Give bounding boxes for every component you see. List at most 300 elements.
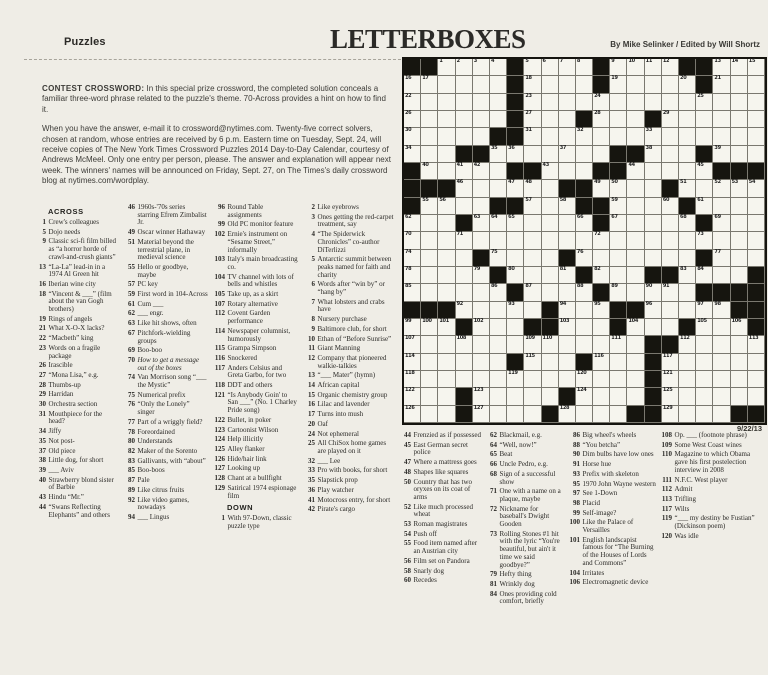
grid-cell[interactable] [576,232,593,249]
grid-cell[interactable] [679,180,696,197]
grid-cell[interactable] [713,94,730,111]
grid-cell[interactable] [421,146,438,163]
grid-cell[interactable] [627,232,644,249]
grid-cell[interactable] [713,146,730,163]
grid-cell[interactable] [679,336,696,353]
grid-cell[interactable] [438,319,455,336]
grid-cell[interactable] [593,111,610,128]
grid-cell[interactable] [662,302,679,319]
grid-cell[interactable] [473,128,490,145]
grid-cell[interactable] [679,163,696,180]
grid-cell[interactable] [559,128,576,145]
grid-cell[interactable] [576,146,593,163]
grid-cell[interactable] [559,302,576,319]
grid-cell[interactable] [748,180,765,197]
grid-cell[interactable] [456,354,473,371]
grid-cell[interactable] [524,198,541,215]
grid-cell[interactable] [731,180,748,197]
grid-cell[interactable] [438,354,455,371]
grid-cell[interactable] [542,128,559,145]
grid-cell[interactable] [627,336,644,353]
grid-cell[interactable] [610,371,627,388]
grid-cell[interactable] [421,250,438,267]
grid-cell[interactable] [507,388,524,405]
grid-cell[interactable] [593,354,610,371]
grid-cell[interactable] [542,388,559,405]
grid-cell[interactable] [593,267,610,284]
grid-cell[interactable] [748,232,765,249]
grid-cell[interactable] [473,371,490,388]
grid-cell[interactable] [438,163,455,180]
grid-cell[interactable] [507,302,524,319]
grid-cell[interactable] [627,163,644,180]
grid-cell[interactable] [559,76,576,93]
grid-cell[interactable] [713,267,730,284]
grid-cell[interactable] [627,284,644,301]
grid-cell[interactable] [559,215,576,232]
grid-cell[interactable] [610,198,627,215]
grid-cell[interactable] [627,371,644,388]
grid-cell[interactable] [456,267,473,284]
grid-cell[interactable] [748,198,765,215]
grid-cell[interactable] [490,215,507,232]
grid-cell[interactable] [713,354,730,371]
grid-cell[interactable] [679,146,696,163]
grid-cell[interactable] [696,111,713,128]
grid-cell[interactable] [610,232,627,249]
grid-cell[interactable] [748,388,765,405]
grid-cell[interactable] [645,232,662,249]
grid-cell[interactable] [524,336,541,353]
grid-cell[interactable] [473,319,490,336]
grid-cell[interactable] [421,163,438,180]
grid-cell[interactable] [473,284,490,301]
grid-cell[interactable] [696,128,713,145]
grid-cell[interactable] [421,128,438,145]
grid-cell[interactable] [731,388,748,405]
grid-cell[interactable] [679,406,696,423]
grid-cell[interactable] [542,94,559,111]
grid-cell[interactable] [576,336,593,353]
grid-cell[interactable] [559,267,576,284]
grid-cell[interactable] [662,354,679,371]
grid-cell[interactable] [490,146,507,163]
grid-cell[interactable] [438,406,455,423]
grid-cell[interactable] [713,250,730,267]
grid-cell[interactable] [748,128,765,145]
grid-cell[interactable] [490,76,507,93]
grid-cell[interactable] [645,198,662,215]
grid-cell[interactable] [576,250,593,267]
grid-cell[interactable] [421,76,438,93]
grid-cell[interactable] [490,232,507,249]
grid-cell[interactable] [404,354,421,371]
grid-cell[interactable] [662,94,679,111]
grid-cell[interactable] [731,336,748,353]
grid-cell[interactable] [559,163,576,180]
grid-cell[interactable] [731,111,748,128]
grid-cell[interactable] [679,76,696,93]
grid-cell[interactable] [524,215,541,232]
grid-cell[interactable] [559,319,576,336]
grid-cell[interactable] [679,302,696,319]
grid-cell[interactable] [507,336,524,353]
grid-cell[interactable] [524,354,541,371]
grid-cell[interactable] [748,59,765,76]
grid-cell[interactable] [576,215,593,232]
grid-cell[interactable] [524,302,541,319]
grid-cell[interactable] [507,319,524,336]
grid-cell[interactable] [559,371,576,388]
grid-cell[interactable] [627,111,644,128]
grid-cell[interactable] [507,146,524,163]
crossword-grid[interactable] [402,57,767,425]
grid-cell[interactable] [713,388,730,405]
grid-cell[interactable] [713,302,730,319]
grid-cell[interactable] [679,128,696,145]
grid-cell[interactable] [610,336,627,353]
grid-cell[interactable] [713,76,730,93]
grid-cell[interactable] [679,354,696,371]
grid-cell[interactable] [610,267,627,284]
grid-cell[interactable] [542,354,559,371]
grid-cell[interactable] [456,336,473,353]
grid-cell[interactable] [748,336,765,353]
grid-cell[interactable] [456,59,473,76]
grid-cell[interactable] [713,232,730,249]
grid-cell[interactable] [748,146,765,163]
grid-cell[interactable] [473,302,490,319]
grid-cell[interactable] [576,94,593,111]
grid-cell[interactable] [645,302,662,319]
grid-cell[interactable] [456,180,473,197]
grid-cell[interactable] [593,232,610,249]
grid-cell[interactable] [713,336,730,353]
grid-cell[interactable] [438,128,455,145]
grid-cell[interactable] [627,180,644,197]
grid-cell[interactable] [662,128,679,145]
grid-cell[interactable] [662,232,679,249]
grid-cell[interactable] [662,76,679,93]
grid-cell[interactable] [593,146,610,163]
grid-cell[interactable] [593,388,610,405]
grid-cell[interactable] [610,59,627,76]
grid-cell[interactable] [679,111,696,128]
grid-cell[interactable] [473,163,490,180]
grid-cell[interactable] [679,267,696,284]
grid-cell[interactable] [524,128,541,145]
grid-cell[interactable] [438,111,455,128]
grid-cell[interactable] [576,406,593,423]
grid-cell[interactable] [645,59,662,76]
grid-cell[interactable] [645,163,662,180]
grid-cell[interactable] [610,76,627,93]
grid-cell[interactable] [713,371,730,388]
grid-cell[interactable] [713,128,730,145]
grid-cell[interactable] [507,232,524,249]
grid-cell[interactable] [507,406,524,423]
grid-cell[interactable] [593,336,610,353]
grid-cell[interactable] [542,111,559,128]
grid-cell[interactable] [490,94,507,111]
grid-cell[interactable] [490,163,507,180]
grid-cell[interactable] [438,267,455,284]
grid-cell[interactable] [421,111,438,128]
grid-cell[interactable] [610,111,627,128]
grid-cell[interactable] [662,163,679,180]
grid-cell[interactable] [731,198,748,215]
grid-cell[interactable] [731,250,748,267]
grid-cell[interactable] [542,250,559,267]
grid-cell[interactable] [404,111,421,128]
grid-cell[interactable] [438,59,455,76]
grid-cell[interactable] [662,215,679,232]
grid-cell[interactable] [713,198,730,215]
grid-cell[interactable] [542,180,559,197]
grid-cell[interactable] [524,59,541,76]
grid-cell[interactable] [559,336,576,353]
grid-cell[interactable] [490,302,507,319]
grid-cell[interactable] [490,59,507,76]
grid-cell[interactable] [438,388,455,405]
grid-cell[interactable] [662,198,679,215]
grid-cell[interactable] [627,388,644,405]
grid-cell[interactable] [404,94,421,111]
grid-cell[interactable] [524,180,541,197]
grid-cell[interactable] [421,284,438,301]
grid-cell[interactable] [456,163,473,180]
grid-cell[interactable] [662,146,679,163]
grid-cell[interactable] [456,76,473,93]
grid-cell[interactable] [696,406,713,423]
grid-cell[interactable] [456,198,473,215]
grid-cell[interactable] [696,354,713,371]
grid-cell[interactable] [473,388,490,405]
grid-cell[interactable] [456,371,473,388]
grid-cell[interactable] [593,128,610,145]
grid-cell[interactable] [576,302,593,319]
grid-cell[interactable] [456,302,473,319]
grid-cell[interactable] [559,146,576,163]
grid-cell[interactable] [696,388,713,405]
grid-cell[interactable] [593,94,610,111]
grid-cell[interactable] [490,388,507,405]
grid-cell[interactable] [456,232,473,249]
grid-cell[interactable] [627,94,644,111]
grid-cell[interactable] [404,232,421,249]
grid-cell[interactable] [696,198,713,215]
grid-cell[interactable] [473,76,490,93]
grid-cell[interactable] [542,59,559,76]
grid-cell[interactable] [421,406,438,423]
grid-cell[interactable] [748,354,765,371]
grid-cell[interactable] [627,267,644,284]
grid-cell[interactable] [421,267,438,284]
grid-cell[interactable] [576,371,593,388]
grid-cell[interactable] [627,250,644,267]
grid-cell[interactable] [645,250,662,267]
grid-cell[interactable] [490,406,507,423]
grid-cell[interactable] [473,267,490,284]
grid-cell[interactable] [524,267,541,284]
grid-cell[interactable] [593,302,610,319]
grid-cell[interactable] [662,319,679,336]
grid-cell[interactable] [404,371,421,388]
grid-cell[interactable] [713,215,730,232]
grid-cell[interactable] [679,94,696,111]
grid-cell[interactable] [662,388,679,405]
grid-cell[interactable] [610,180,627,197]
grid-cell[interactable] [490,336,507,353]
grid-cell[interactable] [559,198,576,215]
grid-cell[interactable] [542,336,559,353]
grid-cell[interactable] [627,128,644,145]
grid-cell[interactable] [404,319,421,336]
grid-cell[interactable] [438,336,455,353]
grid-cell[interactable] [662,250,679,267]
grid-cell[interactable] [593,371,610,388]
grid-cell[interactable] [421,232,438,249]
grid-cell[interactable] [576,128,593,145]
grid-cell[interactable] [576,163,593,180]
grid-cell[interactable] [627,215,644,232]
grid-cell[interactable] [645,319,662,336]
grid-cell[interactable] [438,94,455,111]
grid-cell[interactable] [524,406,541,423]
grid-cell[interactable] [507,267,524,284]
grid-cell[interactable] [542,232,559,249]
grid-cell[interactable] [679,232,696,249]
grid-cell[interactable] [645,128,662,145]
grid-cell[interactable] [748,371,765,388]
grid-cell[interactable] [713,59,730,76]
grid-cell[interactable] [473,180,490,197]
grid-cell[interactable] [524,284,541,301]
grid-cell[interactable] [662,406,679,423]
grid-cell[interactable] [542,76,559,93]
grid-cell[interactable] [473,232,490,249]
grid-cell[interactable] [456,111,473,128]
grid-cell[interactable] [421,198,438,215]
grid-cell[interactable] [627,354,644,371]
grid-cell[interactable] [610,354,627,371]
grid-cell[interactable] [679,371,696,388]
grid-cell[interactable] [438,76,455,93]
grid-cell[interactable] [542,267,559,284]
grid-cell[interactable] [593,250,610,267]
grid-cell[interactable] [524,94,541,111]
grid-cell[interactable] [748,250,765,267]
grid-cell[interactable] [473,111,490,128]
grid-cell[interactable] [559,354,576,371]
grid-cell[interactable] [662,284,679,301]
grid-cell[interactable] [456,128,473,145]
grid-cell[interactable] [473,198,490,215]
grid-cell[interactable] [421,354,438,371]
grid-cell[interactable] [679,284,696,301]
grid-cell[interactable] [421,371,438,388]
grid-cell[interactable] [404,267,421,284]
grid-cell[interactable] [731,354,748,371]
grid-cell[interactable] [610,94,627,111]
grid-cell[interactable] [542,146,559,163]
grid-cell[interactable] [404,388,421,405]
grid-cell[interactable] [559,406,576,423]
grid-cell[interactable] [421,94,438,111]
grid-cell[interactable] [696,319,713,336]
grid-cell[interactable] [610,250,627,267]
grid-cell[interactable] [610,128,627,145]
grid-cell[interactable] [713,180,730,197]
grid-cell[interactable] [696,336,713,353]
grid-cell[interactable] [748,111,765,128]
grid-cell[interactable] [456,94,473,111]
grid-cell[interactable] [696,267,713,284]
grid-cell[interactable] [421,215,438,232]
grid-cell[interactable] [524,371,541,388]
grid-cell[interactable] [645,94,662,111]
grid-cell[interactable] [507,215,524,232]
grid-cell[interactable] [542,371,559,388]
grid-cell[interactable] [731,128,748,145]
grid-cell[interactable] [438,232,455,249]
grid-cell[interactable] [473,59,490,76]
grid-cell[interactable] [524,111,541,128]
grid-cell[interactable] [576,76,593,93]
grid-cell[interactable] [731,215,748,232]
grid-cell[interactable] [559,232,576,249]
grid-cell[interactable] [662,59,679,76]
grid-cell[interactable] [731,371,748,388]
grid-cell[interactable] [627,76,644,93]
grid-cell[interactable] [662,371,679,388]
grid-cell[interactable] [610,215,627,232]
grid-cell[interactable] [576,59,593,76]
grid-cell[interactable] [696,180,713,197]
grid-cell[interactable] [731,59,748,76]
grid-cell[interactable] [438,198,455,215]
grid-cell[interactable] [593,406,610,423]
grid-cell[interactable] [559,111,576,128]
grid-cell[interactable] [438,250,455,267]
grid-cell[interactable] [696,163,713,180]
grid-cell[interactable] [576,319,593,336]
grid-cell[interactable] [490,371,507,388]
grid-cell[interactable] [731,319,748,336]
grid-cell[interactable] [542,198,559,215]
grid-cell[interactable] [645,180,662,197]
grid-cell[interactable] [473,94,490,111]
grid-cell[interactable] [404,250,421,267]
grid-cell[interactable] [559,94,576,111]
grid-cell[interactable] [713,319,730,336]
grid-cell[interactable] [627,198,644,215]
grid-cell[interactable] [645,215,662,232]
grid-cell[interactable] [490,111,507,128]
grid-cell[interactable] [438,284,455,301]
grid-cell[interactable] [713,406,730,423]
grid-cell[interactable] [679,250,696,267]
grid-cell[interactable] [524,388,541,405]
grid-cell[interactable] [524,146,541,163]
grid-cell[interactable] [542,163,559,180]
grid-cell[interactable] [696,371,713,388]
grid-cell[interactable] [645,146,662,163]
grid-cell[interactable] [627,319,644,336]
grid-cell[interactable] [473,336,490,353]
grid-cell[interactable] [559,284,576,301]
grid-cell[interactable] [438,371,455,388]
